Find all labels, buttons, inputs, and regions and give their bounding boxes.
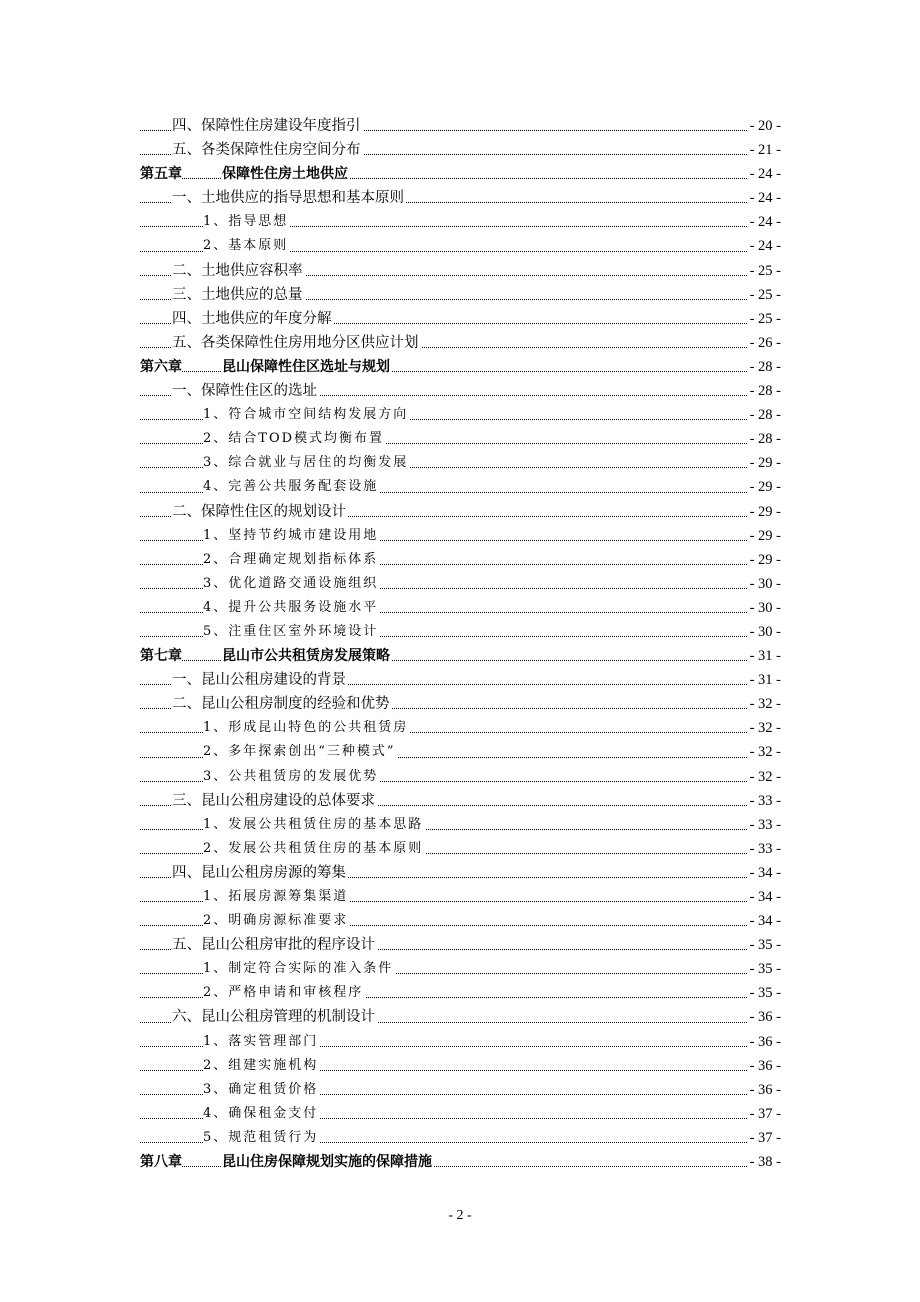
subsection-title: 4、确保租金支付 [203,1102,320,1126]
section-title: 六、昆山公租房管理的机制设计 [172,1005,377,1029]
page-ref: - 29 - [748,524,781,548]
section-title: 五、昆山公租房审批的程序设计 [172,933,377,957]
toc-subsection-entry[interactable] [0,548,920,572]
toc-chapter-entry[interactable] [0,355,920,379]
toc-subsection-entry[interactable] [0,837,920,861]
chapter-title: 昆山市公共租赁房发展策略 [222,644,392,668]
page-ref: - 26 - [748,331,781,355]
toc-subsection-entry[interactable] [0,885,920,909]
section-title: 一、保障性住区的选址 [172,379,319,403]
page-ref: - 24 - [748,162,781,186]
page-ref: - 20 - [748,114,781,138]
toc-section-entry[interactable] [0,283,920,307]
toc-section-entry[interactable] [0,186,920,210]
page-ref: - 25 - [748,283,781,307]
page-ref: - 36 - [748,1030,781,1054]
page-ref: - 24 - [748,186,781,210]
toc-section-entry[interactable] [0,114,920,138]
page-ref: - 31 - [748,668,781,692]
subsection-title: 1、坚持节约城市建设用地 [203,524,380,548]
page-ref: - 30 - [748,572,781,596]
subsection-title: 1、符合城市空间结构发展方向 [203,403,410,427]
section-title: 二、保障性住区的规划设计 [172,500,348,524]
toc-section-entry[interactable] [0,259,920,283]
toc-subsection-entry[interactable] [0,1030,920,1054]
chapter-title: 昆山保障性住区选址与规划 [222,355,392,379]
page-ref: - 28 - [748,355,781,379]
toc-subsection-entry[interactable] [0,740,920,764]
chapter-number: 第五章 [140,162,182,186]
toc-section-entry[interactable] [0,692,920,716]
page-ref: - 37 - [748,1126,781,1150]
toc-section-entry[interactable] [0,861,920,885]
section-title: 一、昆山公租房建设的背景 [172,668,348,692]
chapter-title: 昆山住房保障规划实施的保障措施 [222,1150,434,1174]
page-ref: - 32 - [748,692,781,716]
chapter-title: 保障性住房土地供应 [222,162,350,186]
toc-section-entry[interactable] [0,138,920,162]
page-ref: - 21 - [748,138,781,162]
page-ref: - 35 - [748,981,781,1005]
subsection-title: 3、优化道路交通设施组织 [203,572,380,596]
toc-subsection-entry[interactable] [0,427,920,451]
page-number-footer: - 2 - [448,1208,472,1223]
page-ref: - 33 - [748,813,781,837]
toc-section-entry[interactable] [0,500,920,524]
subsection-title: 3、综合就业与居住的均衡发展 [203,451,410,475]
page-ref: - 36 - [748,1078,781,1102]
section-title: 四、昆山公租房房源的筹集 [172,861,348,885]
toc-subsection-entry[interactable] [0,1126,920,1150]
page-ref: - 25 - [748,259,781,283]
toc-subsection-entry[interactable] [0,210,920,234]
subsection-title: 2、多年探索创出“三种模式” [203,740,398,764]
toc-section-entry[interactable] [0,331,920,355]
toc-section-entry[interactable] [0,789,920,813]
page-ref: - 33 - [748,789,781,813]
page-ref: - 30 - [748,620,781,644]
subsection-title: 2、严格申请和审核程序 [203,981,365,1005]
toc-chapter-entry[interactable] [0,1150,920,1174]
page-ref: - 36 - [748,1054,781,1078]
page-ref: - 36 - [748,1005,781,1029]
page-ref: - 32 - [748,740,781,764]
toc-subsection-entry[interactable] [0,596,920,620]
subsection-title: 2、合理确定规划指标体系 [203,548,380,572]
section-title: 二、土地供应容积率 [172,259,305,283]
page-ref: - 24 - [748,234,781,258]
subsection-title: 4、提升公共服务设施水平 [203,596,380,620]
toc-subsection-entry[interactable] [0,716,920,740]
section-title: 五、各类保障性住房用地分区供应计划 [172,331,421,355]
toc-subsection-entry[interactable] [0,524,920,548]
toc-chapter-entry[interactable] [0,644,920,668]
subsection-title: 1、落实管理部门 [203,1030,320,1054]
toc-subsection-entry[interactable] [0,981,920,1005]
subsection-title: 2、组建实施机构 [203,1054,320,1078]
subsection-title: 1、发展公共租赁住房的基本思路 [203,813,425,837]
page-ref: - 32 - [748,765,781,789]
page-ref: - 38 - [748,1150,781,1174]
page-ref: - 29 - [748,548,781,572]
page-ref: - 25 - [748,307,781,331]
page-ref: - 34 - [748,861,781,885]
chapter-number: 第七章 [140,644,182,668]
toc-subsection-entry[interactable] [0,813,920,837]
page-ref: - 29 - [748,475,781,499]
page-ref: - 33 - [748,837,781,861]
subsection-title: 1、拓展房源筹集渠道 [203,885,350,909]
page-ref: - 35 - [748,957,781,981]
page-ref: - 32 - [748,716,781,740]
toc-chapter-entry[interactable] [0,162,920,186]
table-of-contents [0,114,920,1174]
subsection-title: 1、形成昆山特色的公共租赁房 [203,716,410,740]
section-title: 四、保障性住房建设年度指引 [172,114,363,138]
subsection-title: 2、基本原则 [203,234,290,258]
subsection-title: 1、制定符合实际的准入条件 [203,957,395,981]
page-ref: - 37 - [748,1102,781,1126]
page-ref: - 24 - [748,210,781,234]
subsection-title: 4、完善公共服务配套设施 [203,475,380,499]
page-ref: - 28 - [748,379,781,403]
page-ref: - 35 - [748,933,781,957]
section-title: 五、各类保障性住房空间分布 [172,138,363,162]
page-ref: - 28 - [748,427,781,451]
toc-subsection-entry[interactable] [0,234,920,258]
section-title: 一、土地供应的指导思想和基本原则 [172,186,406,210]
subsection-title: 5、规范租赁行为 [203,1126,320,1150]
toc-subsection-entry[interactable] [0,765,920,789]
toc-subsection-entry[interactable] [0,909,920,933]
toc-section-entry[interactable] [0,307,920,331]
page-ref: - 30 - [748,596,781,620]
toc-section-entry[interactable] [0,933,920,957]
subsection-title: 2、结合TOD模式均衡布置 [203,427,386,451]
toc-subsection-entry[interactable] [0,1102,920,1126]
subsection-title: 2、发展公共租赁住房的基本原则 [203,837,425,861]
subsection-title: 2、明确房源标准要求 [203,909,350,933]
chapter-number: 第八章 [140,1150,182,1174]
page-ref: - 34 - [748,885,781,909]
section-title: 三、昆山公租房建设的总体要求 [172,789,377,813]
page-ref: - 28 - [748,403,781,427]
subsection-title: 1、指导思想 [203,210,290,234]
toc-section-entry[interactable] [0,1005,920,1029]
toc-subsection-entry[interactable] [0,403,920,427]
toc-subsection-entry[interactable] [0,475,920,499]
page-ref: - 29 - [748,451,781,475]
toc-subsection-entry[interactable] [0,451,920,475]
toc-subsection-entry[interactable] [0,1054,920,1078]
subsection-title: 3、确定租赁价格 [203,1078,320,1102]
toc-subsection-entry[interactable] [0,572,920,596]
toc-subsection-entry[interactable] [0,957,920,981]
toc-section-entry[interactable] [0,668,920,692]
toc-section-entry[interactable] [0,379,920,403]
page-ref: - 29 - [748,500,781,524]
section-title: 二、昆山公租房制度的经验和优势 [172,692,392,716]
subsection-title: 5、注重住区室外环境设计 [203,620,380,644]
page-ref: - 31 - [748,644,781,668]
subsection-title: 3、公共租赁房的发展优势 [203,765,380,789]
section-title: 三、土地供应的总量 [172,283,305,307]
chapter-number: 第六章 [140,355,182,379]
toc-subsection-entry[interactable] [0,1078,920,1102]
toc-subsection-entry[interactable] [0,620,920,644]
section-title: 四、土地供应的年度分解 [172,307,334,331]
page-ref: - 34 - [748,909,781,933]
